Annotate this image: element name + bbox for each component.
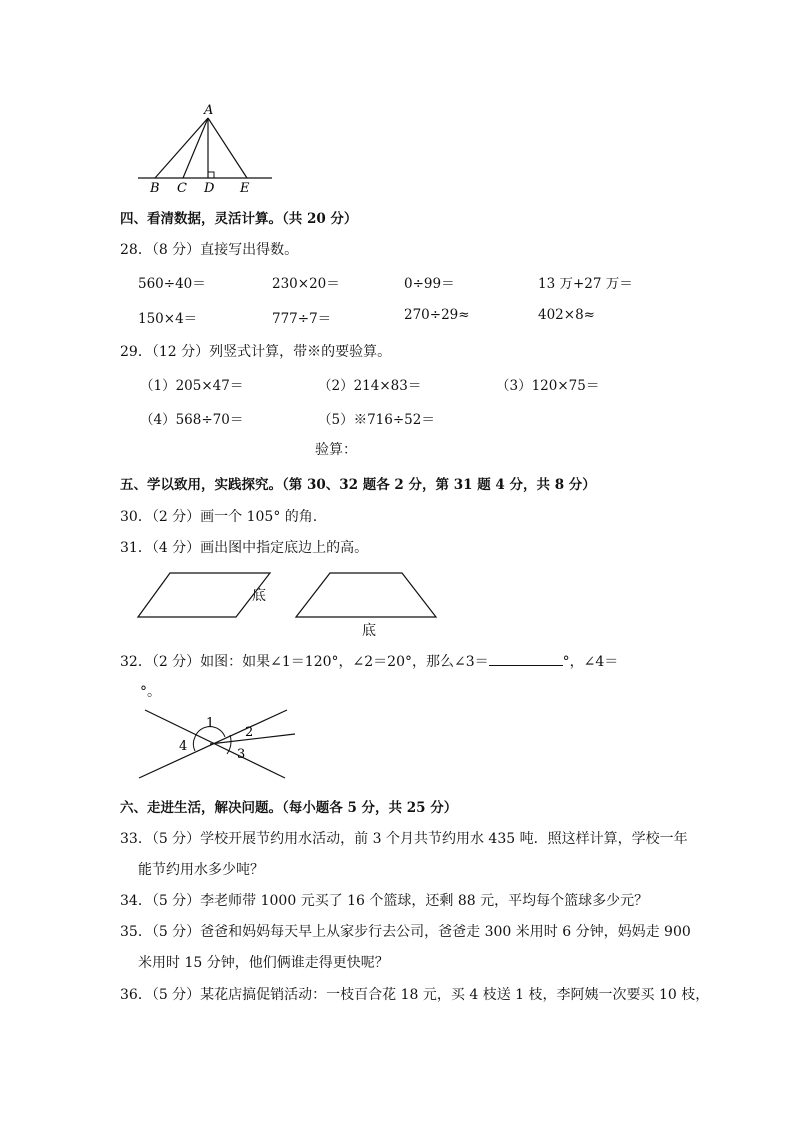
angle-label-2: 2 (245, 725, 254, 740)
angle-arc-3 (227, 742, 231, 754)
q28-r1-c2: 230×20＝ (272, 276, 340, 292)
section4-heading: 四、看清数据，灵活计算。（共 20 分） (120, 211, 358, 227)
q32-text-part2: °，∠4＝ (562, 654, 619, 670)
angle-arc-4 (193, 737, 195, 751)
label-e: E (240, 181, 250, 196)
q32-answer-blank-3[interactable] (489, 651, 563, 666)
q33-line2: 能节约用水多少吨？ (138, 862, 264, 878)
q35-line2: 米用时 15 分钟，他们俩谁走得更快呢？ (138, 955, 389, 971)
section6-heading: 六、走进生活，解决问题。（每小题各 5 分，共 25 分） (120, 800, 458, 816)
q32-text (120, 651, 618, 671)
label-a: A (204, 103, 214, 118)
shapes-figure (130, 565, 450, 640)
q29-check-label: 验算： (315, 442, 357, 458)
angle-label-3: 3 (237, 747, 246, 762)
q32-text-tail: °。 (140, 684, 161, 700)
label-b: B (150, 181, 160, 196)
q36-text: 36．（5 分）某花店搞促销活动：一枝百合花 18 元，买 4 枝送 1 枝，李阿姨一次要买 10 枝， (120, 987, 710, 1003)
segment-ae (208, 118, 247, 178)
q28-r2-c1: 150×4＝ (138, 311, 198, 327)
section5-heading: 五、学以致用，实践探究。（第 30、32 题各 2 分，第 31 题 4 分，共 8 分） (120, 477, 596, 493)
right-angle-mark (208, 172, 214, 178)
q28-r2-c3: 270÷29≈ (404, 307, 470, 323)
angle-label-1: 1 (206, 716, 215, 731)
label-d: D (204, 181, 215, 196)
label-c: C (177, 181, 187, 196)
q28-r1-c4: 13 万+27 万＝ (538, 276, 633, 292)
q31-text: 31．（4 分）画出图中指定底边上的高。 (120, 540, 369, 556)
q28-stem: 28．（8 分）直接写出得数。 (120, 242, 299, 258)
trapezoid-base-label: 底 (362, 623, 376, 639)
q33-line1: 33．（5 分）学校开展节约用水活动，前 3 个月共节约用水 435 吨．照这样计算，学校一年 (120, 831, 688, 847)
q29-r1-c3: （3）120×75＝ (496, 378, 600, 394)
q29-r1-c2: （2）214×83＝ (318, 378, 422, 394)
q28-r2-c4: 402×8≈ (538, 307, 595, 323)
q34-text: 34．（5 分）李老师带 1000 元买了 16 个篮球，还剩 88 元，平均每个篮球多少元？ (120, 893, 649, 909)
q28-r1-c3: 0÷99＝ (404, 276, 455, 292)
q32-text-part1: 32．（2 分）如图：如果∠1＝120°，∠2＝20°，那么∠3＝ (120, 654, 489, 670)
angles-figure (135, 700, 305, 785)
q30-text: 30．（2 分）画一个 105° 的角. (120, 509, 318, 525)
q35-line1: 35．（5 分）爸爸和妈妈每天早上从家步行去公司，爸爸走 300 米用时 6 分钟，妈妈走 900 (120, 924, 691, 940)
q29-r2-c2: （5）※716÷52＝ (318, 412, 435, 428)
q29-r2-c1: （4）568÷70＝ (140, 412, 244, 428)
segment-ab (155, 118, 208, 178)
q29-r1-c1: （1）205×47＝ (140, 378, 244, 394)
segment-ac (183, 118, 208, 178)
trapezoid-shape (296, 573, 436, 617)
parallelogram-base-label: 底 (252, 588, 266, 604)
q28-r2-c2: 777÷7＝ (272, 311, 332, 327)
q28-r1-c1: 560÷40＝ (138, 276, 206, 292)
parallelogram-shape (138, 573, 270, 617)
triangle-figure (130, 98, 290, 198)
angle-label-4: 4 (179, 739, 188, 754)
q29-stem: 29．（12 分）列竖式计算，带※的要验算。 (120, 344, 392, 360)
